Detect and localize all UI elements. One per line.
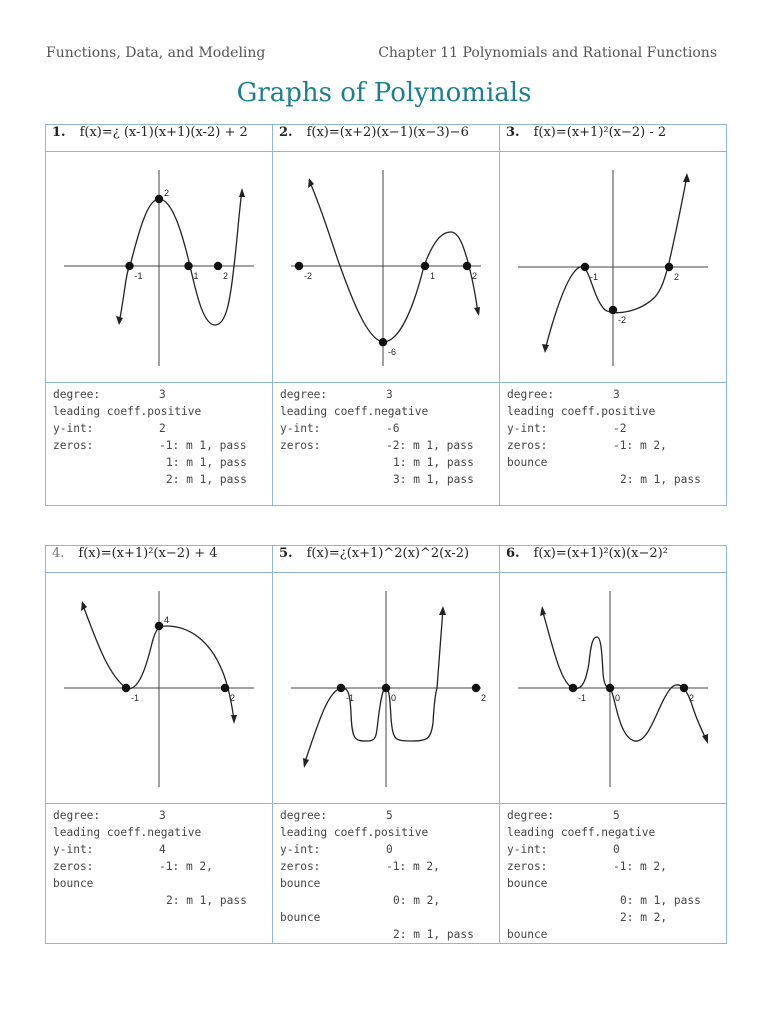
curve <box>304 609 443 765</box>
graph-6 <box>500 573 726 803</box>
curve <box>82 603 234 721</box>
y-int-row <box>507 420 726 437</box>
arrowhead <box>116 316 123 325</box>
y-int-value: -2 <box>613 422 627 435</box>
graph-point <box>472 684 480 692</box>
point-label: -1 <box>590 272 599 282</box>
zero-entry: -1: m 2, <box>613 439 667 452</box>
graph-table-1 <box>45 124 727 506</box>
degree-value: 3 <box>159 809 166 822</box>
leading-coeff-row <box>507 403 726 420</box>
graph-4 <box>46 573 272 803</box>
y-int-label: y-int: <box>53 843 94 856</box>
degree-label: degree: <box>507 388 555 401</box>
degree-row <box>53 386 272 403</box>
leading-coeff-row <box>53 824 272 841</box>
point-label: -1 <box>346 693 355 703</box>
problem-number: 2. <box>279 125 293 140</box>
equation: f(x)=¿ (x-1)(x+1)(x-2) + 2 <box>79 125 248 140</box>
graph-1 <box>46 152 272 382</box>
zero-entry: 0: m 1, pass <box>620 894 701 907</box>
info-block <box>507 386 726 488</box>
equation-cell-4 <box>46 546 273 573</box>
point-label: 2 <box>674 272 680 282</box>
graph-cell-4 <box>46 573 273 804</box>
zeros-row <box>507 858 726 875</box>
y-int-label: y-int: <box>280 422 321 435</box>
equation-cell-3 <box>500 125 727 152</box>
degree-value: 3 <box>386 388 393 401</box>
point-group <box>337 684 486 703</box>
problem-number: 3. <box>506 125 520 140</box>
graph-point <box>606 684 614 692</box>
zeros-row <box>53 858 272 875</box>
arrowhead <box>540 606 546 616</box>
zeros-continued <box>507 471 726 488</box>
point-label: 2 <box>164 188 170 198</box>
point-group <box>122 615 235 703</box>
point-label: 2 <box>481 693 487 703</box>
arrowhead <box>303 758 309 768</box>
graph-point <box>122 684 130 692</box>
degree-label: degree: <box>53 809 101 822</box>
y-int-label: y-int: <box>507 422 548 435</box>
graph-point <box>337 684 345 692</box>
graph-cell-2 <box>273 152 500 383</box>
point-label: -2 <box>304 271 313 281</box>
leading-coeff-row <box>507 824 726 841</box>
graph-point <box>421 262 429 270</box>
leading-coeff-value: negative <box>374 405 429 418</box>
zero-entry: bounce <box>507 456 548 469</box>
degree-value: 3 <box>613 388 620 401</box>
zeros-continued <box>280 454 499 471</box>
zero-entry: bounce <box>280 877 321 890</box>
zero-entry: -1: m 1, pass <box>159 439 247 452</box>
graph-point <box>382 684 390 692</box>
y-int-value: 0 <box>613 843 620 856</box>
graph-cell-5 <box>273 573 500 804</box>
zero-entry: 0: m 2, <box>393 894 441 907</box>
info-cell-5 <box>273 804 500 944</box>
y-int-value: -6 <box>386 422 400 435</box>
header-left: Functions, Data, and Modeling <box>46 45 266 61</box>
zeros-continued <box>507 875 726 892</box>
zero-entry: 2: m 1, pass <box>393 928 474 941</box>
y-int-value: 0 <box>386 843 393 856</box>
zeros-continued <box>280 892 499 909</box>
page-title: Graphs of Polynomials <box>236 78 532 108</box>
graph-3 <box>500 152 726 382</box>
point-label: 1 <box>193 271 199 281</box>
equation: f(x)=(x+2)(x−1)(x−3)−6 <box>306 125 469 140</box>
graph-point <box>125 262 133 270</box>
zero-entry: 3: m 1, pass <box>393 473 474 486</box>
curve <box>309 180 478 342</box>
arrowhead <box>239 188 245 197</box>
info-cell-2 <box>273 383 500 506</box>
info-cell-4 <box>46 804 273 944</box>
zeros-row <box>53 437 272 454</box>
degree-row <box>507 807 726 824</box>
degree-label: degree: <box>507 809 555 822</box>
arrowhead <box>308 178 314 188</box>
point-group <box>125 188 228 281</box>
point-label: -2 <box>618 315 627 325</box>
point-label: -1 <box>134 271 143 281</box>
equation: f(x)=(x+1)²(x−2) + 4 <box>78 546 218 561</box>
y-int-row <box>53 841 272 858</box>
point-group <box>569 684 694 703</box>
point-label: 4 <box>164 615 170 625</box>
zero-entry: 2: m 1, pass <box>620 473 701 486</box>
point-label: 2 <box>472 271 478 281</box>
graph-point <box>581 263 589 271</box>
point-group <box>295 262 477 357</box>
point-label: -6 <box>388 347 397 358</box>
zero-entry: -2: m 1, pass <box>386 439 474 452</box>
zeros-row <box>280 437 499 454</box>
zeros-continued <box>507 892 726 909</box>
zeros-continued <box>53 454 272 471</box>
degree-label: degree: <box>280 388 328 401</box>
degree-value: 5 <box>386 809 393 822</box>
arrowhead <box>542 344 549 353</box>
problem-number: 4. <box>52 546 65 561</box>
degree-row <box>53 807 272 824</box>
point-label: 2 <box>230 693 236 703</box>
point-label: 1 <box>430 271 436 281</box>
y-int-label: y-int: <box>53 422 94 435</box>
equation-cell-1 <box>46 125 273 152</box>
degree-label: degree: <box>280 809 328 822</box>
zeros-label: zeros: <box>507 860 548 873</box>
zero-entry: 2: m 1, pass <box>166 894 247 907</box>
zeros-continued <box>280 926 499 943</box>
equation: f(x)=(x+1)²(x−2) - 2 <box>533 125 667 140</box>
graph-point <box>569 684 577 692</box>
zero-entry: 1: m 1, pass <box>393 456 474 469</box>
zeros-row <box>280 858 499 875</box>
leading-coeff-value: positive <box>147 405 202 418</box>
info-block <box>280 807 499 943</box>
zeros-continued <box>507 926 726 943</box>
zeros-continued <box>53 892 272 909</box>
problem-number: 1. <box>52 125 66 140</box>
arrowhead <box>231 715 237 724</box>
leading-coeff-value: negative <box>601 826 656 839</box>
y-int-value: 2 <box>159 422 166 435</box>
arrowhead <box>439 606 446 615</box>
graph-cell-6 <box>500 573 727 804</box>
graph-cell-1 <box>46 152 273 383</box>
info-block <box>53 807 272 909</box>
problem-number: 5. <box>279 546 293 561</box>
zero-entry: -1: m 2, <box>613 860 667 873</box>
leading-coeff-label: leading coeff. <box>53 405 148 418</box>
degree-value: 3 <box>159 388 166 401</box>
graph-point <box>295 262 303 270</box>
curve <box>119 190 242 325</box>
degree-row <box>507 386 726 403</box>
graph-point <box>680 684 688 692</box>
zero-entry: bounce <box>280 911 321 924</box>
point-label: 2 <box>223 271 229 281</box>
zero-entry: 2: m 1, pass <box>166 473 247 486</box>
graph-cell-3 <box>500 152 727 383</box>
degree-value: 5 <box>613 809 620 822</box>
leading-coeff-row <box>53 403 272 420</box>
point-label: 2 <box>689 693 695 703</box>
y-int-row <box>280 420 499 437</box>
zeros-continued <box>53 471 272 488</box>
degree-row <box>280 807 499 824</box>
equation-cell-5 <box>273 546 500 573</box>
zeros-label: zeros: <box>280 860 321 873</box>
leading-coeff-value: positive <box>374 826 429 839</box>
arrowhead <box>702 734 708 744</box>
arrowhead <box>474 307 480 316</box>
graph-point <box>214 262 222 270</box>
zero-entry: -1: m 2, <box>159 860 213 873</box>
equation: f(x)=(x+1)²(x)(x−2)² <box>533 546 668 561</box>
leading-coeff-row <box>280 403 499 420</box>
curve <box>542 609 707 741</box>
equation: f(x)=¿(x+1)^2(x)^2(x-2) <box>306 546 470 561</box>
zeros-label: zeros: <box>53 439 94 452</box>
leading-coeff-label: leading coeff. <box>507 405 602 418</box>
zeros-label: zeros: <box>507 439 548 452</box>
leading-coeff-value: negative <box>147 826 202 839</box>
arrowhead <box>683 173 690 182</box>
y-int-label: y-int: <box>507 843 548 856</box>
point-label: -1 <box>131 693 140 703</box>
zeros-continued <box>507 909 726 926</box>
equation-cell-6 <box>500 546 727 573</box>
graph-point <box>221 684 229 692</box>
point-label: -1 <box>578 693 587 703</box>
zeros-continued <box>507 454 726 471</box>
graph-point <box>665 263 673 271</box>
zeros-label: zeros: <box>280 439 321 452</box>
leading-coeff-value: positive <box>601 405 656 418</box>
graph-table-2 <box>45 545 727 944</box>
info-block <box>280 386 499 488</box>
info-block <box>507 807 726 943</box>
graph-point <box>463 262 471 270</box>
zeros-continued <box>280 909 499 926</box>
point-label: 0 <box>615 693 621 703</box>
zeros-label: zeros: <box>53 860 94 873</box>
graph-point <box>155 195 163 203</box>
zeros-continued <box>280 875 499 892</box>
zero-entry: -1: m 2, <box>386 860 440 873</box>
info-cell-3 <box>500 383 727 506</box>
graph-5 <box>273 573 499 803</box>
leading-coeff-row <box>280 824 499 841</box>
y-int-row <box>53 420 272 437</box>
curve <box>545 176 687 350</box>
info-block <box>53 386 272 488</box>
y-int-row <box>507 841 726 858</box>
leading-coeff-label: leading coeff. <box>53 826 148 839</box>
graph-point <box>155 622 163 630</box>
y-int-label: y-int: <box>280 843 321 856</box>
point-label: 0 <box>391 693 397 703</box>
zero-entry: 2: m 2, <box>620 911 668 924</box>
zero-entry: 1: m 1, pass <box>166 456 247 469</box>
zeros-continued <box>53 875 272 892</box>
graph-point <box>609 306 617 314</box>
info-cell-1 <box>46 383 273 506</box>
zero-entry: bounce <box>507 877 548 890</box>
leading-coeff-label: leading coeff. <box>280 405 375 418</box>
leading-coeff-label: leading coeff. <box>280 826 375 839</box>
degree-row <box>280 386 499 403</box>
graph-point <box>184 262 192 270</box>
info-cell-6 <box>500 804 727 944</box>
graph-2 <box>273 152 499 382</box>
zeros-row <box>507 437 726 454</box>
zeros-continued <box>280 471 499 488</box>
y-int-row <box>280 841 499 858</box>
header-right: Chapter 11 Polynomials and Rational Functions <box>378 45 717 61</box>
equation-cell-2 <box>273 125 500 152</box>
graph-point <box>379 338 387 346</box>
leading-coeff-label: leading coeff. <box>507 826 602 839</box>
zero-entry: bounce <box>53 877 94 890</box>
degree-label: degree: <box>53 388 101 401</box>
y-int-value: 4 <box>159 843 166 856</box>
zero-entry: bounce <box>507 928 548 941</box>
problem-number: 6. <box>506 546 520 561</box>
